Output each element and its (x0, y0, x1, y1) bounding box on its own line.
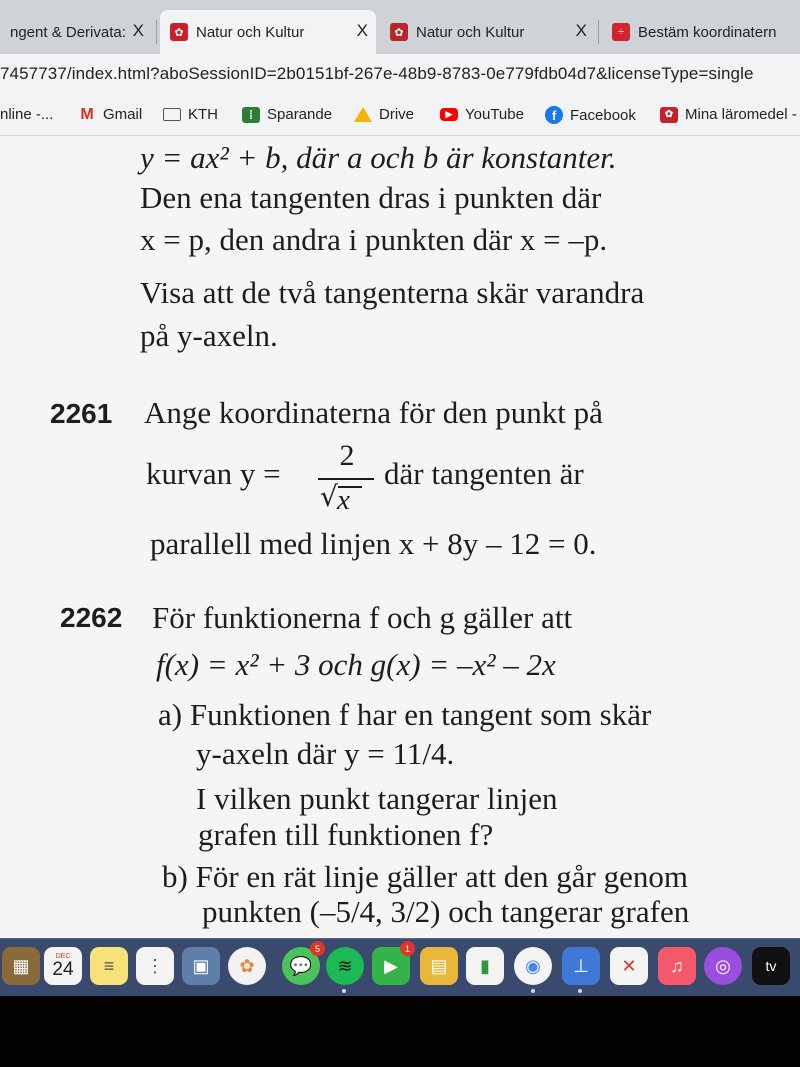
screen-bezel (0, 996, 800, 1067)
bookmark-label: nline -... (0, 106, 54, 123)
natur-och-kultur-favicon-icon: ✿ (660, 107, 678, 123)
news-icon[interactable]: ✕ (610, 947, 648, 985)
bookmark-label: KTH (188, 106, 218, 123)
preview-icon[interactable]: ▣ (182, 947, 220, 985)
exercise-text: Ange koordinaterna för den punkt på (144, 395, 603, 430)
text-line: y = ax² + b, där a och b är konstanter. (140, 140, 617, 175)
bookmark-label: Gmail (103, 106, 143, 123)
notes-icon[interactable]: ≡ (90, 947, 128, 985)
tab-bestam-koordinatern[interactable] (602, 10, 800, 54)
textbook-page (0, 136, 800, 938)
sqrt-symbol: √ (320, 480, 338, 513)
facebook-icon: f (545, 106, 563, 124)
exercise-text: För funktionerna f och g gäller att (152, 600, 573, 635)
exercise-text: f(x) = x² + 3 och g(x) = –x² – 2x (156, 647, 556, 682)
photos-icon[interactable]: ✿ (228, 947, 266, 985)
messages-icon[interactable]: 💬 5 (282, 947, 320, 985)
tab-natur-och-kultur[interactable] (380, 10, 595, 54)
bookmark-mina-laromedel[interactable] (660, 106, 797, 123)
bookmark-sparande[interactable] (242, 106, 332, 123)
tab-label: Natur och Kultur (196, 23, 305, 41)
calendar-month: DEC (55, 953, 71, 960)
numbers-icon[interactable]: ▮ (466, 947, 504, 985)
notification-badge: 5 (310, 941, 325, 956)
podcasts-icon[interactable]: ◎ (704, 947, 742, 985)
bookmark-label: Facebook (570, 106, 636, 124)
appletv-label: tv (765, 958, 777, 974)
tab-derivata[interactable] (0, 10, 152, 54)
exercise-text: kurvan y = (146, 456, 281, 491)
text-line: Visa att de två tangenterna skär varandra (140, 275, 645, 310)
chrome-icon[interactable]: ◉ (514, 947, 552, 985)
bookmark-kth[interactable] (163, 106, 218, 123)
natur-och-kultur-favicon-icon: ✿ (170, 23, 188, 41)
keynote-stage-icon[interactable]: ⊥ (562, 947, 600, 985)
bookmark-label: Drive (379, 106, 415, 123)
keynote-icon[interactable]: ▤ (420, 947, 458, 985)
appletv-icon[interactable] (752, 947, 790, 985)
finder-icon[interactable]: ▦ (2, 947, 40, 985)
bookmark-label: Mina läromedel - (685, 106, 797, 123)
music-icon[interactable]: ♫ (658, 947, 696, 985)
bookmark-drive[interactable] (354, 106, 414, 123)
drive-icon (354, 107, 372, 122)
tab-bar (0, 0, 800, 54)
tab-natur-och-kultur-active[interactable] (160, 10, 376, 54)
gmail-icon: M (80, 105, 94, 123)
reminders-icon[interactable]: ⋮ (136, 947, 174, 985)
tab-label: Natur och Kultur (416, 23, 525, 41)
bookmarks-bar (0, 98, 800, 136)
bookmark-facebook[interactable] (545, 106, 636, 124)
fraction-denominator: x (337, 484, 350, 516)
exercise-text: b) För en rät linje gäller att den går genom (162, 859, 688, 894)
calendar-day: 24 (52, 959, 74, 980)
tab-divider (598, 20, 599, 44)
exercise-text: I vilken punkt tangerar linjen (196, 781, 558, 816)
bookmark-online[interactable] (0, 106, 53, 123)
close-tab-icon[interactable]: X (356, 21, 368, 40)
close-tab-icon[interactable]: X (132, 21, 144, 40)
exercise-text: a) Funktionen f har en tangent som skär (158, 697, 652, 732)
text-line: x = p, den andra i punkten där x = –p. (140, 222, 608, 257)
running-indicator (342, 989, 346, 993)
exercise-text: y-axeln där y = 11/4. (196, 736, 455, 771)
calendar-icon[interactable] (44, 947, 82, 985)
spotify-icon[interactable]: ≋ (326, 947, 364, 985)
text-line: Den ena tangenten dras i punkten där (140, 180, 602, 215)
macos-dock (0, 938, 800, 996)
exercise-number: 2261 (50, 398, 113, 429)
sparande-icon: ⁞ (242, 107, 260, 123)
exercise-text: parallell med linjen x + 8y – 12 = 0. (150, 526, 597, 561)
exercise-text: grafen till funktionen f? (198, 817, 494, 852)
tab-label: ngent & Derivata: (10, 23, 126, 41)
exercise-text: där tangenten är (384, 456, 584, 491)
bookmark-label: YouTube (465, 106, 524, 123)
tab-label: Bestäm koordinatern (638, 23, 777, 41)
facetime-icon[interactable]: ▶ 1 (372, 947, 410, 985)
close-tab-icon[interactable]: X (575, 21, 587, 40)
exercise-text: punkten (–5/4, 3/2) och tangerar grafen (202, 894, 690, 929)
bookmark-youtube[interactable] (440, 106, 524, 123)
calculator-favicon-icon: ÷ (612, 23, 630, 41)
exercise-number: 2262 (60, 602, 123, 633)
tab-divider (156, 20, 157, 44)
youtube-icon: ▶ (440, 108, 458, 121)
address-bar[interactable] (0, 54, 800, 98)
url-text[interactable]: 7457737/index.html?aboSessionID=2b0151bf-267e-48b9-8783-0e779fdb04d7&licenseType=single (0, 64, 754, 83)
fraction-numerator: 2 (339, 439, 355, 472)
text-line: på y-axeln. (140, 318, 278, 353)
folder-icon (163, 108, 181, 121)
running-indicator (578, 989, 582, 993)
natur-och-kultur-favicon-icon: ✿ (390, 23, 408, 41)
running-indicator (531, 989, 535, 993)
bookmark-gmail[interactable] (78, 106, 142, 123)
bookmark-label: Sparande (267, 106, 333, 123)
notification-badge: 1 (400, 941, 415, 956)
